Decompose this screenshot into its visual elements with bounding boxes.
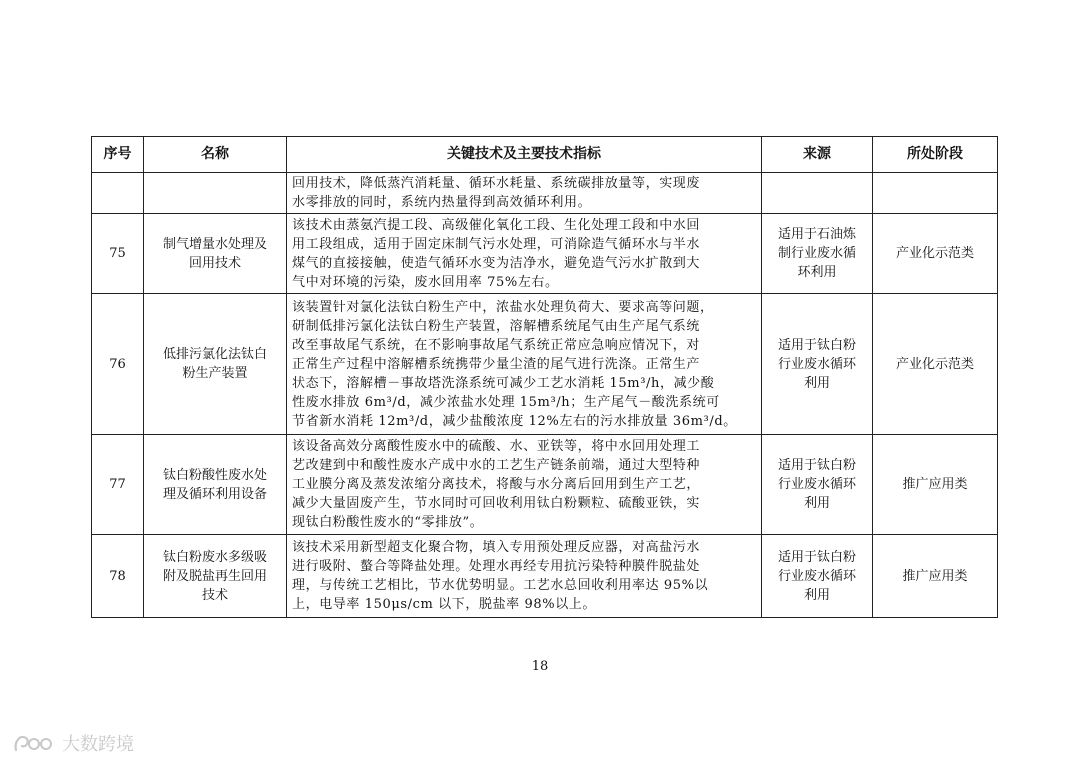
name-line: 技术: [201, 587, 228, 603]
row-source: [762, 214, 873, 294]
source-line: 适用于石油炼: [777, 227, 856, 242]
name-line: 理及循环利用设备: [162, 486, 267, 502]
row-source: [762, 294, 873, 435]
table-row: [92, 294, 998, 435]
desc-line: 进行吸附、螯合等降盐处理。处理水再经专用抗污染特种膜件脱盐处: [292, 559, 701, 574]
row-stage: 产业化示范类: [873, 214, 998, 294]
source-line: 适用于钛白粉: [777, 549, 856, 565]
desc-line: 水零排放的同时，系统内热量得到高效循环利用。: [292, 195, 592, 210]
row-source: [762, 535, 873, 618]
header-key-tech: 关键技术及主要技术指标: [287, 137, 762, 173]
desc-line: 该技术采用新型超支化聚合物，填入专用预处理反应器，对高盐污水: [292, 540, 701, 555]
row-description: [287, 214, 762, 294]
source-line: 利用: [803, 375, 830, 391]
desc-line: 正常生产过程中溶解槽系统携带少量尘渣的尾气进行洗涤。正常生产: [292, 356, 701, 372]
desc-line: 气中对环境的污染，废水回用率 75%左右。: [292, 274, 559, 290]
table-row-continuation: [92, 173, 998, 214]
row-stage: 推广应用类: [873, 535, 998, 618]
desc-line: 该装置针对氯化法钛白粉生产中，浓盐水处理负荷大、要求高等问题，: [292, 299, 714, 315]
watermark: [12, 730, 134, 756]
name-line: 低排污氯化法钛白: [162, 347, 267, 362]
name-line: 钛白粉废水多级吸: [162, 549, 267, 565]
row-number: 78: [92, 535, 144, 618]
desc-line: 该技术由蒸氨汽提工段、高级催化氧化工段、生化处理工段和中水回: [292, 217, 701, 233]
desc-line: 该设备高效分离酸性废水中的硫酸、水、亚铁等，将中水回用处理工: [292, 439, 701, 454]
table-row: [92, 214, 998, 294]
name-line: 回用技术: [188, 255, 241, 271]
desc-line: 回用技术，降低蒸汽消耗量、循环水耗量、系统碳排放量等，实现废: [292, 176, 701, 191]
desc-line: 用工段组成，适用于固定床制气污水处理，可消除造气循环水与半水: [292, 236, 701, 252]
row-name: [144, 535, 287, 618]
source-line: 适用于钛白粉: [777, 458, 856, 473]
source-line: 行业废水循环: [777, 568, 856, 584]
name-line: 附及脱盐再生回用: [162, 568, 267, 584]
header-stage: 所处阶段: [873, 137, 998, 173]
desc-line: 改至事故尾气系统，在不影响事故尾气系统正常应急响应情况下，对: [292, 337, 701, 353]
desc-line: 研制低排污氯化法钛白粉生产装置，溶解槽系统尾气由生产尾气系统: [292, 318, 701, 334]
desc-line: 状态下，溶解槽－事故塔洗涤系统可减少工艺水消耗 15m³/h，减少酸: [292, 375, 715, 391]
row-name: [144, 435, 287, 535]
dashu-logo-icon: [12, 730, 56, 756]
source-line: 利用: [803, 587, 830, 603]
header-number: 序号: [92, 137, 144, 173]
desc-line: 节省新水消耗 12m³/d，减少盐酸浓度 12%左右的污水排放量 36m³/d。: [292, 413, 737, 429]
desc-line: 上，电导率 150μs/cm 以下，脱盐率 98%以上。: [292, 597, 597, 612]
cont-source-cell: [762, 173, 873, 214]
row-name: [144, 294, 287, 435]
row-name: [144, 214, 287, 294]
header-source: 来源: [762, 137, 873, 173]
row-number: 76: [92, 294, 144, 435]
source-line: 行业废水循环: [777, 356, 856, 372]
row-stage: 产业化示范类: [873, 294, 998, 435]
row-description: [287, 294, 762, 435]
cont-num-cell: [92, 173, 144, 214]
header-name: 名称: [144, 137, 287, 173]
row-number: 75: [92, 214, 144, 294]
row-source: [762, 435, 873, 535]
source-line: 适用于钛白粉: [777, 337, 856, 353]
table-row: [92, 535, 998, 618]
row-description: [287, 535, 762, 618]
row-stage: 推广应用类: [873, 435, 998, 535]
tech-table: [91, 136, 998, 618]
source-line: 环利用: [797, 265, 837, 280]
row-description: [287, 435, 762, 535]
cont-stage-cell: [873, 173, 998, 214]
table-header-row: [92, 137, 998, 173]
desc-line: 工业膜分离及蒸发浓缩分离技术，将酸与水分离后回用到生产工艺，: [292, 477, 701, 492]
desc-line: 性废水排放 6m³/d，减少浓盐水处理 15m³/h；生产尾气－酸洗系统可: [292, 394, 720, 410]
watermark-text: 大数跨境: [62, 734, 134, 755]
desc-line: 减少大量固废产生，节水同时可回收利用钛白粉颗粒、硫酸亚铁，实: [292, 496, 701, 511]
source-line: 制行业废水循: [777, 246, 856, 261]
cont-desc-cell: [287, 173, 762, 214]
source-line: 利用: [803, 496, 830, 511]
name-line: 制气增量水处理及: [162, 236, 267, 252]
cont-name-cell: [144, 173, 287, 214]
page-number: 18: [531, 659, 549, 674]
name-line: 钛白粉酸性废水处: [162, 467, 267, 483]
source-line: 行业废水循环: [777, 477, 856, 492]
name-line: 粉生产装置: [182, 366, 248, 381]
desc-line: 理，与传统工艺相比，节水优势明显。工艺水总回收利用率达 95%以: [292, 578, 709, 593]
desc-line: 艺改建到中和酸性废水产成中水的工艺生产链条前端，通过大型特种: [292, 458, 701, 473]
desc-line: 现钛白粉酸性废水的“零排放”。: [292, 515, 484, 530]
desc-line: 煤气的直接接触，使造气循环水变为洁净水，避免造气污水扩散到大: [292, 255, 701, 271]
row-number: 77: [92, 435, 144, 535]
table-row: [92, 435, 998, 535]
